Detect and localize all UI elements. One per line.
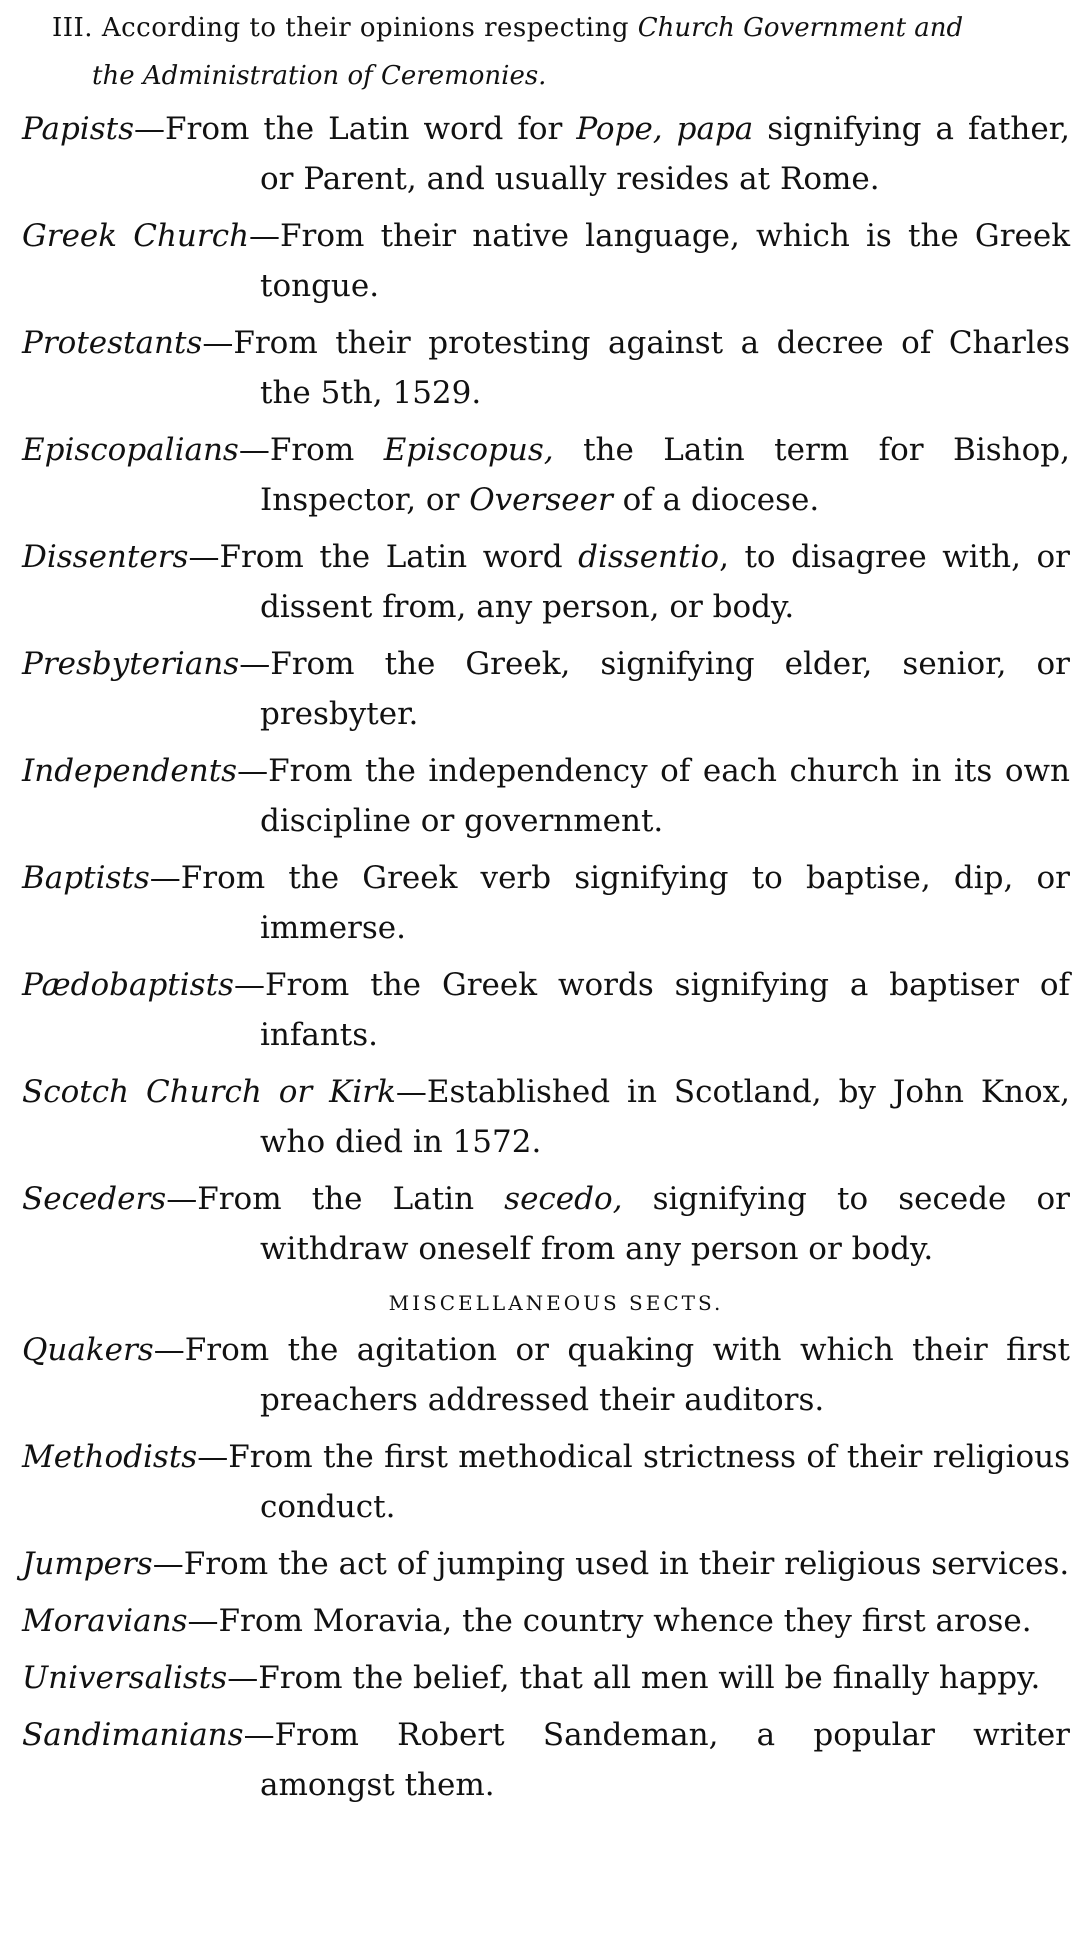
entry-dash: — xyxy=(238,432,270,468)
entry-term: Papists xyxy=(22,111,134,147)
entry-definition-part: of a diocese. xyxy=(612,482,820,518)
entry-definition-part: the Latin term for Bishop, Inspector, or xyxy=(260,432,1070,518)
entry-term: Methodists xyxy=(22,1439,198,1475)
heading-italic-1: Church Government and xyxy=(637,13,964,43)
entry-greek-church xyxy=(22,211,1070,311)
entry-definition-part: From xyxy=(269,432,384,468)
heading-prefix: III. According to their opinions respecting xyxy=(52,13,638,43)
entry-definition-part: From the Greek verb signifying to baptise, dip, or immerse. xyxy=(180,860,1070,946)
entry-dash: — xyxy=(152,1546,184,1582)
entry-term: Moravians xyxy=(22,1603,188,1639)
miscellaneous-sects-title: MISCELLANEOUS SECTS. xyxy=(388,1291,724,1315)
entry-p-dobaptists xyxy=(22,960,1070,1060)
entry-definition-part: From their native language, which is the Greek tongue. xyxy=(260,218,1070,304)
entry-definition-part: From their protesting against a decree of Charles the 5th, 1529. xyxy=(233,325,1070,411)
entry-dash: — xyxy=(149,860,181,896)
entry-list xyxy=(22,104,1070,1274)
misc-entry-list xyxy=(22,1325,1070,1810)
entry-moravians xyxy=(22,1596,1070,1646)
entry-quakers xyxy=(22,1325,1070,1425)
entry-definition-part: From the first methodical strictness of their religious conduct. xyxy=(228,1439,1070,1525)
heading-line-2: the Administration of Ceremonies. xyxy=(92,61,547,91)
entry-methodists xyxy=(22,1432,1070,1532)
entry-dash: — xyxy=(249,218,281,254)
entry-definition-part: Established in Scotland, by John Knox, who died in 1572. xyxy=(260,1074,1070,1160)
entry-definition-part: dissentio xyxy=(578,539,720,575)
entry-universalists xyxy=(22,1653,1070,1703)
entry-dash: — xyxy=(197,1439,229,1475)
entry-term: Dissenters xyxy=(22,539,189,575)
entry-dash: — xyxy=(153,1332,185,1368)
entry-dash: — xyxy=(166,1181,198,1217)
section-heading xyxy=(22,4,1070,100)
entry-term: Quakers xyxy=(22,1332,154,1368)
entry-definition-part: signifying a father, or Parent, and usually resides at Rome. xyxy=(260,111,1070,197)
entry-term: Episcopalians xyxy=(22,432,239,468)
entry-dash: — xyxy=(133,111,165,147)
entry-scotch-church-or-kirk xyxy=(22,1067,1070,1167)
entry-jumpers xyxy=(22,1539,1070,1589)
entry-term: Jumpers xyxy=(22,1546,153,1582)
entry-dash: — xyxy=(243,1717,275,1753)
entry-term: Pædobaptists xyxy=(22,967,234,1003)
entry-term: Protestants xyxy=(22,325,203,361)
entry-definition-part: From the Greek, signifying elder, senior, or presbyter. xyxy=(260,646,1070,732)
entry-definition-part: From the act of jumping used in their religious services. xyxy=(183,1546,1070,1582)
entry-dash: — xyxy=(202,325,234,361)
entry-dash: — xyxy=(395,1074,427,1110)
entry-dash: — xyxy=(233,967,265,1003)
entry-seceders xyxy=(22,1174,1070,1274)
entry-sandimanians xyxy=(22,1710,1070,1810)
entry-term: Greek Church xyxy=(22,218,250,254)
entry-definition-part: Pope, papa xyxy=(576,111,754,147)
entry-term: Baptists xyxy=(22,860,150,896)
entry-dash: — xyxy=(227,1660,259,1696)
entry-episcopalians xyxy=(22,425,1070,525)
entry-term: Independents xyxy=(22,753,238,789)
entry-definition-part: signifying to secede or withdraw oneself from any person or body. xyxy=(260,1181,1070,1267)
entry-dash: — xyxy=(237,753,269,789)
entry-term: Universalists xyxy=(22,1660,228,1696)
entry-baptists xyxy=(22,853,1070,953)
entry-definition-part: From the Greek words signifying a baptiser of infants. xyxy=(260,967,1070,1053)
entry-dash: — xyxy=(239,646,271,682)
entry-definition-part: , to disagree with, or dissent from, any person, or body. xyxy=(260,539,1071,625)
entry-protestants xyxy=(22,318,1070,418)
entry-definition-part: From the belief, that all men will be finally happy. xyxy=(258,1660,1041,1696)
entry-term: Sandimanians xyxy=(22,1717,244,1753)
entry-term: Presbyterians xyxy=(22,646,240,682)
entry-definition-part: From Robert Sandeman, a popular writer amongst them. xyxy=(260,1717,1070,1803)
entry-definition-part: Overseer xyxy=(469,482,613,518)
entry-presbyterians xyxy=(22,639,1070,739)
entry-definition-part: Episcopus, xyxy=(383,432,554,468)
entry-definition-part: From the independency of each church in its own discipline or government. xyxy=(260,753,1070,839)
entry-definition-part: From the Latin word for xyxy=(164,111,577,147)
entry-definition-part: From the agitation or quaking with which their first preachers addressed their auditors. xyxy=(184,1332,1070,1418)
entry-term: Seceders xyxy=(22,1181,167,1217)
entry-independents xyxy=(22,746,1070,846)
entry-definition-part: From the Latin xyxy=(197,1181,505,1217)
entry-papists xyxy=(22,104,1070,204)
entry-definition-part: From the Latin word xyxy=(219,539,579,575)
entry-dash: — xyxy=(187,1603,219,1639)
heading-line-1 xyxy=(52,4,1070,52)
entry-dash: — xyxy=(188,539,220,575)
entry-definition-part: From Moravia, the country whence they first arose. xyxy=(218,1603,1032,1639)
entry-term: Scotch Church or Kirk xyxy=(22,1074,396,1110)
entry-dissenters xyxy=(22,532,1070,632)
entry-definition-part: secedo, xyxy=(504,1181,623,1217)
